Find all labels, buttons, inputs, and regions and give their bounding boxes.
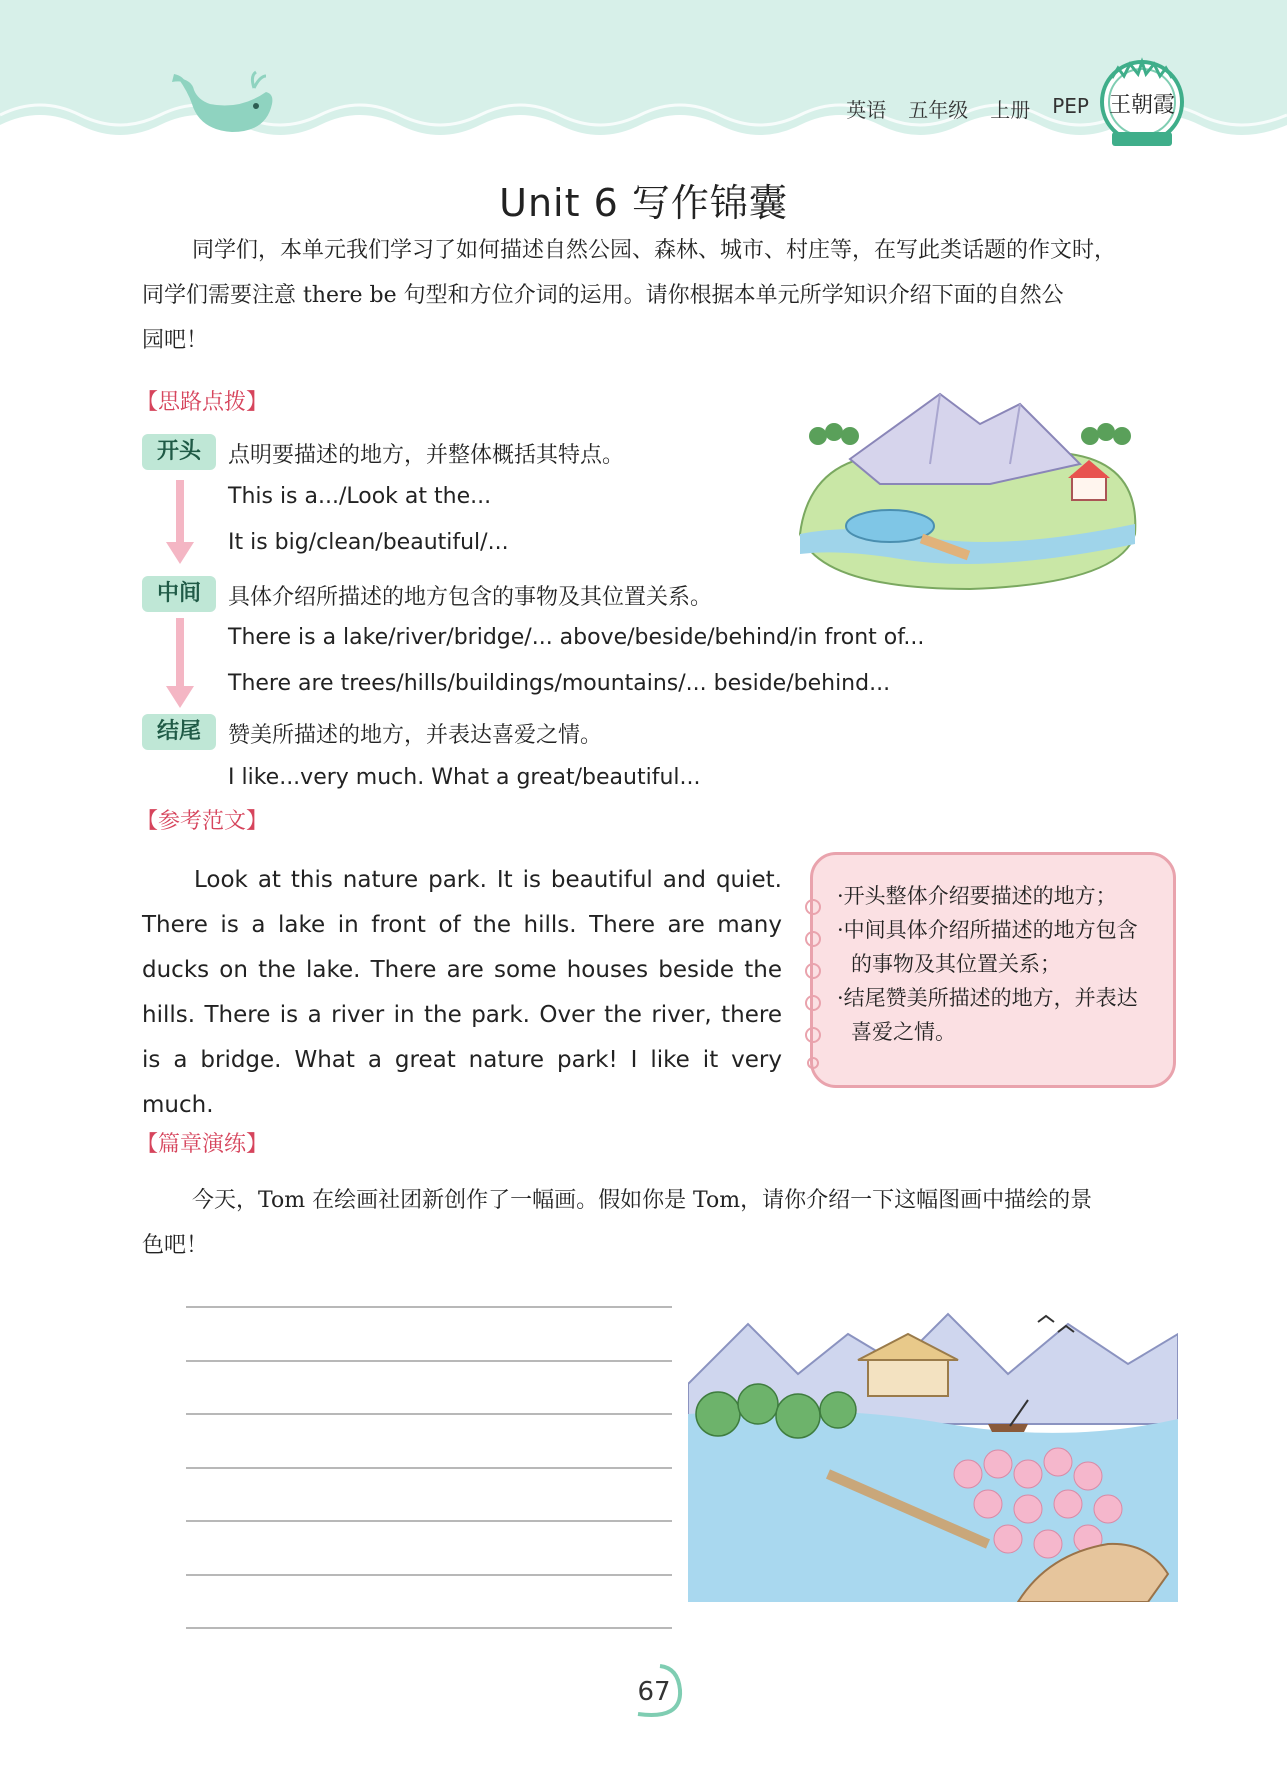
note-rings-decoration bbox=[799, 899, 829, 1069]
brand-seal-logo bbox=[1098, 54, 1186, 152]
ending-cn: 赞美所描述的地方，并表达喜爱之情。 bbox=[228, 723, 603, 748]
note-item-opening: ·开头整体介绍要描述的地方； bbox=[837, 884, 1117, 908]
grade-label: 五年级 bbox=[908, 98, 969, 122]
middle-en-1: There is a lake/river/bridge/... above/beside/behind/in front of... bbox=[228, 625, 925, 650]
edition-label: PEP bbox=[1052, 94, 1089, 118]
outline-section-label: 【思路点拨】 bbox=[136, 390, 269, 415]
note-item-middle: ·中间具体介绍所描述的地方包含的事物及其位置关系； bbox=[837, 918, 1138, 976]
opening-en-1: This is a.../Look at the... bbox=[228, 484, 492, 509]
intro-line-2: 同学们需要注意 there be 句型和方位介词的运用。请你根据本单元所学知识介绍下面的自然公 bbox=[142, 283, 1064, 308]
ending-tag: 结尾 bbox=[142, 714, 216, 750]
note-item-ending: ·结尾赞美所描述的地方，并表达喜爱之情。 bbox=[837, 986, 1138, 1044]
opening-en-2: It is big/clean/beautiful/... bbox=[228, 530, 509, 555]
nature-park-illustration bbox=[790, 384, 1150, 594]
answer-line[interactable] bbox=[186, 1360, 672, 1362]
practice-line-1: 今天，Tom 在绘画社团新创作了一幅画。假如你是 Tom，请你介绍一下这幅图画中描绘的景 bbox=[192, 1188, 1093, 1213]
intro-paragraph bbox=[142, 228, 1174, 363]
practice-line-2: 色吧！ bbox=[142, 1233, 209, 1258]
answer-line[interactable] bbox=[186, 1306, 672, 1308]
middle-en-2: There are trees/hills/buildings/mountains/... beside/behind... bbox=[228, 671, 891, 696]
middle-tag: 中间 bbox=[142, 576, 216, 612]
page-number: 67 bbox=[637, 1677, 671, 1707]
sample-essay-text: Look at this nature park. It is beautiful and quiet. There is a lake in front of the hills. There are many ducks on the lake. There are some houses beside the hills. There is a river in the park. Over the river, there is a bridge. What a great nature park! I like it very much. bbox=[142, 867, 782, 1118]
opening-tag: 开头 bbox=[142, 434, 216, 470]
tips-note-card bbox=[810, 852, 1176, 1088]
middle-cn: 具体介绍所描述的地方包含的事物及其位置关系。 bbox=[228, 585, 713, 610]
answer-line[interactable] bbox=[186, 1574, 672, 1576]
intro-line-1: 同学们，本单元我们学习了如何描述自然公园、森林、城市、村庄等，在写此类话题的作文时， bbox=[192, 238, 1117, 263]
arrow-down-icon bbox=[164, 618, 196, 710]
page-title: Unit 6 写作锦囊 bbox=[499, 181, 788, 225]
intro-line-3: 园吧！ bbox=[142, 328, 209, 353]
opening-cn: 点明要描述的地方，并整体概括其特点。 bbox=[228, 443, 625, 468]
answer-line[interactable] bbox=[186, 1467, 672, 1469]
svg-text:王朝霞: 王朝霞 bbox=[1108, 93, 1176, 118]
subject-meta bbox=[846, 94, 1089, 123]
answer-line[interactable] bbox=[186, 1627, 672, 1629]
practice-prompt bbox=[142, 1178, 1174, 1268]
sample-essay bbox=[142, 858, 782, 1128]
answer-line[interactable] bbox=[186, 1413, 672, 1415]
subject-label: 英语 bbox=[846, 98, 887, 122]
tom-painting-illustration bbox=[688, 1304, 1178, 1602]
practice-section-label: 【篇章演练】 bbox=[136, 1132, 269, 1157]
volume-label: 上册 bbox=[990, 98, 1031, 122]
answer-line[interactable] bbox=[186, 1520, 672, 1522]
sample-section-label: 【参考范文】 bbox=[136, 809, 269, 834]
ending-en-1: I like...very much. What a great/beautiful... bbox=[228, 765, 701, 790]
arrow-down-icon bbox=[164, 480, 196, 566]
whale-icon bbox=[170, 70, 280, 140]
